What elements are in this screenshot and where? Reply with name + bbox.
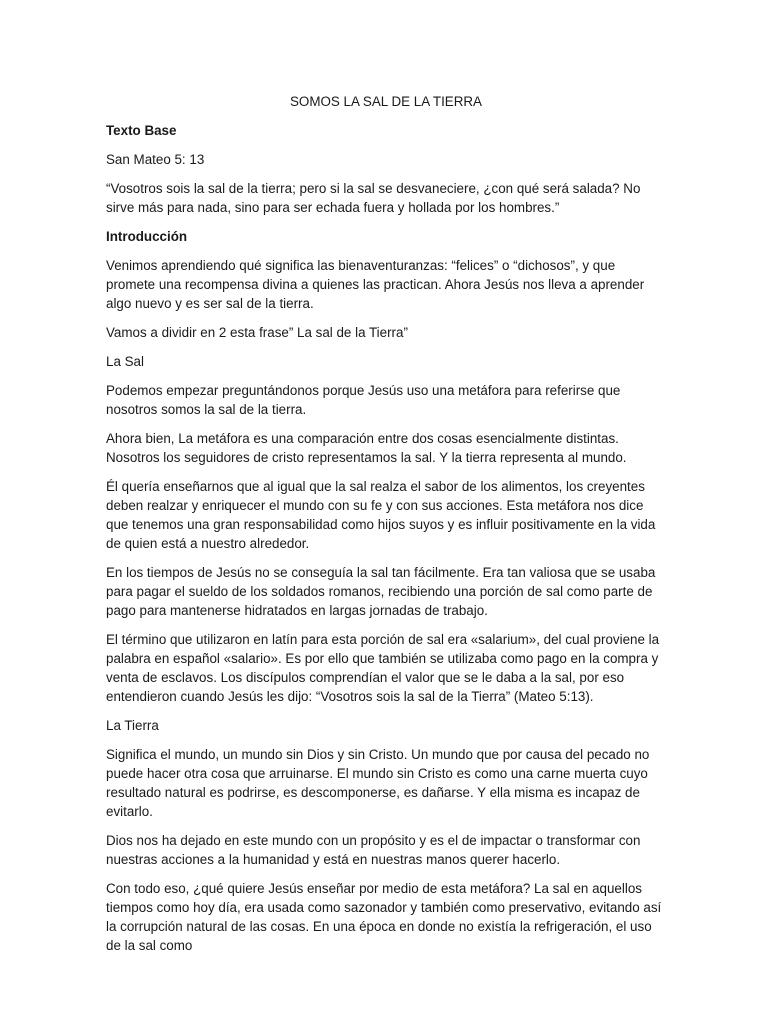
paragraph-intro: Venimos aprendiendo qué significa las bienaventuranzas: “felices” o “dichosos”, y que promete una recompensa divina a quienes las practican. Ahora Jesús nos lleva a aprender algo nuevo y es ser sal de la tierra. [106, 258, 645, 311]
paragraph: El término que utilizaron en latín para esta porción de sal era «salarium», del cual proviene la palabra en español «salario». Es por ello que también se utilizaba como pago en la compra y venta de esclavos. Los discípulos comprendían el valor que se le daba a la sal, por eso entendieron cuando Jesús les dijo: “Vosotros sois la sal de la Tierra” (Mateo 5:13). [106, 632, 660, 704]
paragraph: Podemos empezar preguntándonos porque Jesús uso una metáfora para referirse que nosotros somos la sal de la tierra. [106, 383, 621, 417]
paragraph: Con todo eso, ¿qué quiere Jesús enseñar por medio de esta metáfora? La sal en aquellos tiempos como hoy día, era usada como sazonador y también como preservativo, evitando así la corrupción natural de las cosas. En una época en donde no existía la refrigeración, el uso de la sal como [106, 881, 662, 953]
paragraph-divide: Vamos a dividir en 2 esta frase” La sal de la Tierra” [106, 325, 408, 340]
paragraph: En los tiempos de Jesús no se conseguía la sal tan fácilmente. Era tan valiosa que se usaba para pagar el sueldo de los soldados romanos, recibiendo una porción de sal como parte de pago para mantenerse hidratados en largas jornadas de trabajo. [106, 565, 656, 618]
scripture-verse: “Vosotros sois la sal de la tierra; pero si la sal se desvaneciere, ¿con qué será salada? No sirve más para nada, sino para ser echada fuera y hollada por los hombres.” [106, 181, 641, 215]
paragraph: Ahora bien, La metáfora es una comparación entre dos cosas esencialmente distintas. Nosotros los seguidores de cristo representamos la sal. Y la tierra representa al mundo. [106, 431, 627, 465]
document-title: SOMOS LA SAL DE LA TIERRA [289, 94, 482, 109]
section-heading-la-tierra: La Tierra [106, 718, 159, 733]
paragraph: Él quería enseñarnos que al igual que la sal realza el sabor de los alimentos, los creyentes deben realzar y enriquecer el mundo con su fe y con sus acciones. Esta metáfora nos dice que tenemos una gran responsabilidad como hijos suyos y es influir positivamente en la vida de quien está a nuestro alrededor. [106, 479, 656, 551]
introduccion-heading: Introducción [106, 229, 188, 244]
paragraph: Dios nos ha dejado en este mundo con un propósito y es el de impactar o transformar con nuestras acciones a la humanidad y está en nuestras manos querer hacerlo. [106, 833, 641, 867]
scripture-reference: San Mateo 5: 13 [106, 152, 205, 167]
texto-base-heading: Texto Base [106, 123, 177, 138]
document-page [106, 92, 666, 965]
section-heading-la-sal: La Sal [106, 354, 144, 369]
paragraph: Significa el mundo, un mundo sin Dios y sin Cristo. Un mundo que por causa del pecado no puede hacer otra cosa que arruinarse. El mundo sin Cristo es como una carne muerta cuyo resultado natural es podrirse, es descomponerse, es dañarse. Y ella misma es incapaz de evitarlo. [106, 747, 650, 819]
